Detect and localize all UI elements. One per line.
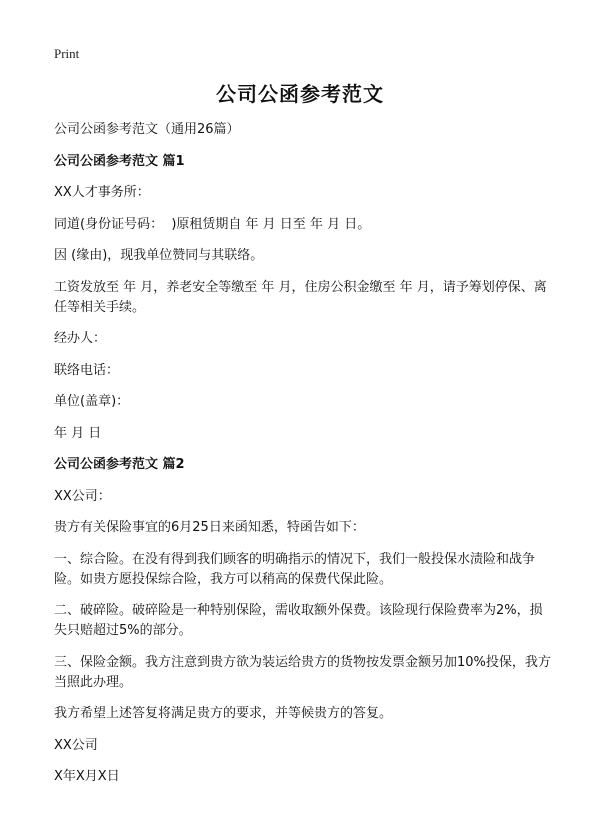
print-label: Print [54,46,80,61]
paragraph: 我方希望上述答复将满足贵方的要求，并等候贵方的答复。 [54,706,393,721]
paragraph: 因 (缘由)，现我单位赞同与其联络。 [54,248,264,263]
section-heading-1: 公司公函参考范文 篇1 [54,153,185,169]
document-title: 公司公函参考范文 [216,82,384,106]
date-line: 年 月 日 [54,425,102,441]
sender-line: XX公司 [54,737,98,753]
seal-line: 单位(盖章)： [54,394,130,409]
section-heading-2: 公司公函参考范文 篇2 [54,457,185,472]
paragraph: 二、破碎险。破碎险是一种特别保险，需收取额外保费。该险现行保险费率为2%，损失只赔超过5%的部分。 [54,603,543,638]
document-body [54,120,554,799]
paragraph: 工资发放至 年 月，养老安全等缴至 年 月，住房公积金缴至 年 月，请予筹划停保、离任等相关手续。 [54,279,547,315]
paragraph: 同道(身份证号码： )原租赁期自 年 月 日至 年 月 日。 [54,216,371,232]
document-subtitle: 公司公函参考范文（通用26篇） [54,122,240,137]
paragraph: 贵方有关保险事宜的6月25日来函知悉，特函告如下： [54,520,365,535]
paragraph: 一、综合险。在没有得到我们顾客的明确指示的情况下，我们一般投保水渍险和战争险。如贵方愿投保综合险，我方可以稍高的保费代保此险。 [54,551,536,587]
date-line: X年X月X日 [54,769,120,784]
recipient-line: XX公司： [54,488,111,504]
recipient-line: XX人才事务所： [54,185,150,200]
handler-line: 经办人： [54,331,107,346]
phone-line: 联络电话： [54,362,120,378]
paragraph: 三、保险金额。我方注意到贵方欲为装运给贵方的货物按发票金额另加10%投保，我方当照此办理。 [54,654,551,690]
